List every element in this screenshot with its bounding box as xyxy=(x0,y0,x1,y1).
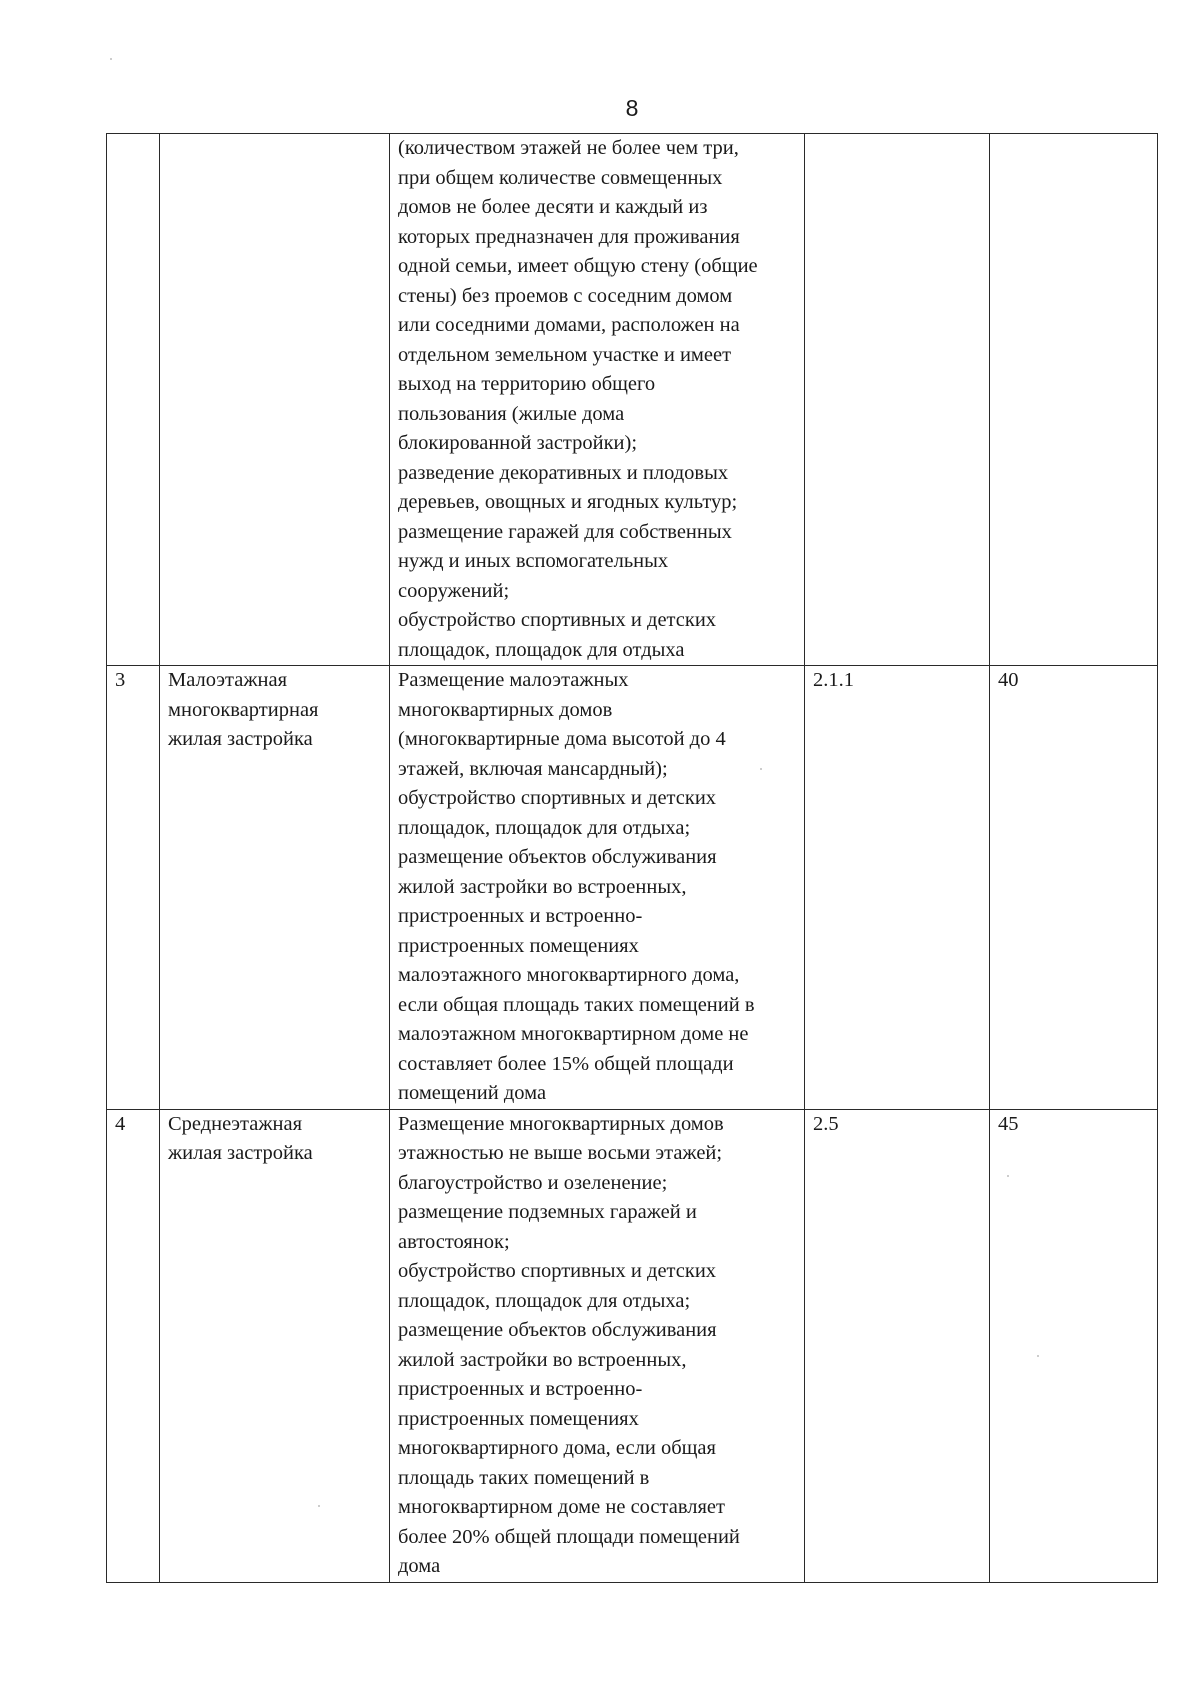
description-line: малоэтажного многоквартирного дома, xyxy=(398,964,740,986)
description-line: площадь таких помещений в xyxy=(398,1466,650,1489)
land-use-name-line: Среднеэтажная xyxy=(168,1112,303,1135)
description-line: размещение гаражей для собственных xyxy=(398,520,732,543)
description-cell xyxy=(390,134,805,666)
description-line: обустройство спортивных и детских xyxy=(398,1260,717,1282)
scan-speck xyxy=(760,768,762,770)
description-line: сооружений; xyxy=(398,579,510,602)
scan-speck xyxy=(318,1505,320,1507)
description-line: домов не более десяти и каждый из xyxy=(398,196,708,218)
description-line: площадок, площадок для отдыха; xyxy=(398,1289,691,1312)
description-line: деревьев, овощных и ягодных культур; xyxy=(398,491,738,513)
land-use-name-cell xyxy=(160,666,390,1110)
description-line: жилой застройки во встроенных, xyxy=(398,1348,687,1371)
description-line: пристроенных и встроенно- xyxy=(398,1378,643,1400)
description-line: размещение объектов обслуживания xyxy=(398,1319,717,1341)
description-line: обустройство спортивных и детских xyxy=(398,787,717,809)
description-line: площадок, площадок для отдыха xyxy=(398,638,685,661)
description-line: пользования (жилые дома xyxy=(398,402,625,425)
description-line: если общая площадь таких помещений в xyxy=(398,993,755,1016)
value-cell xyxy=(990,134,1158,666)
page-number: 8 xyxy=(625,95,639,121)
description-line: площадок, площадок для отдыха; xyxy=(398,816,691,839)
row-number-cell: 4 xyxy=(107,1109,160,1582)
description-cell xyxy=(390,666,805,1110)
land-use-name-line: Малоэтажная xyxy=(168,669,288,691)
description-line: пристроенных и встроенно- xyxy=(398,905,643,927)
description-line: автостоянок; xyxy=(398,1230,510,1253)
description-line: одной семьи, имеет общую стену (общие xyxy=(398,255,758,277)
description-line: этажей, включая мансардный); xyxy=(398,757,668,780)
classifier-code-cell: 2.1.1 xyxy=(805,666,990,1110)
description-line: стены) без проемов с соседним домом xyxy=(398,284,733,307)
land-use-name-line: жилая застройка xyxy=(168,728,313,750)
description-line: Размещение многоквартирных домов xyxy=(398,1112,724,1135)
description-line: более 20% общей площади помещений xyxy=(398,1525,740,1548)
description-line: нужд и иных вспомогательных xyxy=(398,550,669,572)
description-line: или соседними домами, расположен на xyxy=(398,314,740,336)
value-cell: 45 xyxy=(990,1109,1158,1582)
land-use-name-cell xyxy=(160,1109,390,1582)
description-line: многоквартирных домов xyxy=(398,698,613,721)
zoning-table-body xyxy=(107,134,1158,1583)
table-row xyxy=(107,1109,1158,1582)
description-line: блокированной застройки); xyxy=(398,432,638,454)
classifier-code-cell: 2.5 xyxy=(805,1109,990,1582)
description-cell xyxy=(390,1109,805,1582)
description-line: Размещение малоэтажных xyxy=(398,669,629,691)
description-line: размещение объектов обслуживания xyxy=(398,846,717,868)
description-line: обустройство спортивных и детских xyxy=(398,609,717,631)
description-line: (многоквартирные дома высотой до 4 xyxy=(398,728,726,750)
table-row xyxy=(107,666,1158,1110)
description-line: благоустройство и озеленение; xyxy=(398,1171,668,1194)
description-line: пристроенных помещениях xyxy=(398,1407,639,1430)
description-line: которых предназначен для проживания xyxy=(398,225,740,248)
row-number-cell xyxy=(107,134,160,666)
description-line: малоэтажном многоквартирном доме не xyxy=(398,1023,749,1045)
description-line: этажностью не выше восьми этажей; xyxy=(398,1142,723,1164)
description-line: жилой застройки во встроенных, xyxy=(398,875,687,898)
description-line: выход на территорию общего xyxy=(398,373,656,395)
classifier-code-cell xyxy=(805,134,990,666)
description-line: размещение подземных гаражей и xyxy=(398,1201,697,1223)
scan-speck xyxy=(110,58,112,60)
row-number-cell: 3 xyxy=(107,666,160,1110)
scan-speck xyxy=(1037,1355,1039,1357)
description-line: при общем количестве совмещенных xyxy=(398,166,723,189)
land-use-name-cell xyxy=(160,134,390,666)
scan-speck xyxy=(1007,1175,1009,1177)
description-line: составляет более 15% общей площади xyxy=(398,1052,734,1075)
zoning-table xyxy=(106,133,1158,1583)
description-line: помещений дома xyxy=(398,1082,547,1104)
table-row xyxy=(107,134,1158,666)
description-line: многоквартирном доме не составляет xyxy=(398,1496,725,1518)
description-line: пристроенных помещениях xyxy=(398,934,639,957)
description-line: многоквартирного дома, если общая xyxy=(398,1437,716,1459)
description-line: дома xyxy=(398,1555,441,1577)
description-line: разведение декоративных и плодовых xyxy=(398,461,729,484)
land-use-name-line: жилая застройка xyxy=(168,1142,313,1164)
value-cell: 40 xyxy=(990,666,1158,1110)
description-line: отдельном земельном участке и имеет xyxy=(398,343,732,366)
land-use-name-line: многоквартирная xyxy=(168,698,319,721)
description-line: (количеством этажей не более чем три, xyxy=(398,137,739,159)
